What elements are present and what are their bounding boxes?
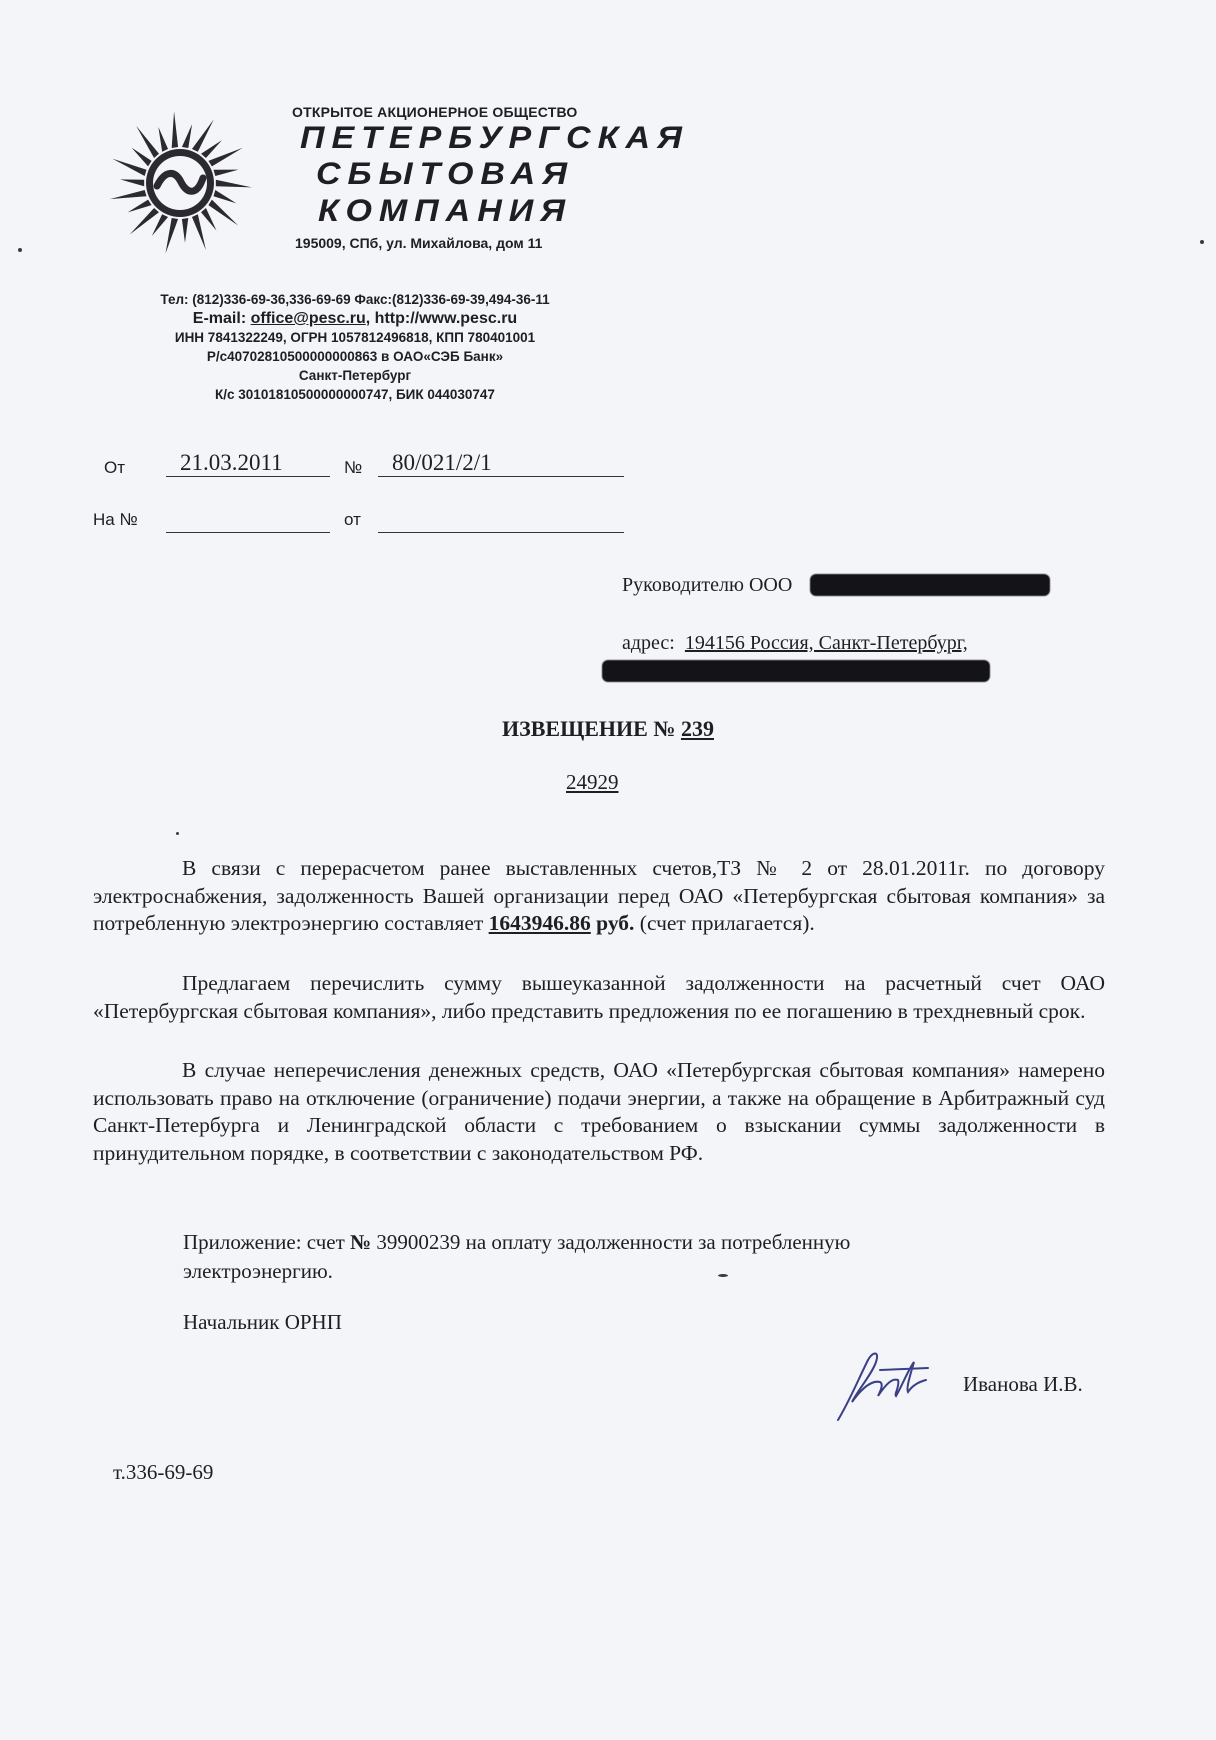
attachment-prefix: Приложение: счет <box>183 1230 351 1254</box>
scan-speck <box>718 1274 728 1277</box>
corr-account-line: К/с 30101810500000000747, БИК 044030747 <box>215 387 495 402</box>
attachment-note <box>183 1228 1003 1286</box>
reply-from-label: от <box>344 510 361 529</box>
p1-start: В связи с перерасчетом ранее выставленных счетов,ТЗ № 2 от 28.01.2011г. по договору электроснабжения, задолженность Вашей организации перед ОАО «Петербургская сбытовая компания» за потребленную электроэнергию составляет <box>93 856 1105 935</box>
address-label: адрес: <box>622 632 675 654</box>
logo-ray <box>182 124 192 148</box>
logo-ray <box>152 214 168 236</box>
body-paragraph-2 <box>93 970 1105 1025</box>
city-line: Санкт-Петербург <box>298 368 412 383</box>
logo-ray <box>110 190 147 199</box>
debt-amount <box>489 911 635 935</box>
notice-title <box>0 716 1216 742</box>
logo-ray <box>208 200 238 226</box>
org-name-line2: СБЫТОВАЯ <box>316 156 574 192</box>
p3-text: В случае неперечисления денежных средств, ОАО «Петербургская сбытовая компания» намерено использовать право на отключение (ограничение) подачи энергии, а также на обращение в Арбитражный суд Санкт-Петербурга и Ленинградской области с требованием о взыскании суммы задолженности в принудительном порядке, в соответствии с законодательством РФ. <box>93 1058 1105 1165</box>
org-name-line3: КОМПАНИЯ <box>317 193 573 229</box>
logo-ray <box>208 148 242 167</box>
reply-number-field <box>166 508 330 533</box>
account-line: Р/с40702810500000000863 в ОАО«СЭБ Банк» <box>206 349 504 364</box>
logo-ray <box>192 119 214 151</box>
logo-ray <box>213 190 236 203</box>
attachment-text: 39900239 на оплату задолженности за потребленную электроэнергию. <box>183 1230 851 1283</box>
recipient-address <box>622 632 968 655</box>
reply-date-field <box>378 508 624 533</box>
notice-title-text: ИЗВЕЩЕНИЕ № <box>502 716 681 741</box>
logo-ray <box>128 200 152 213</box>
requisites-block <box>110 290 600 404</box>
scan-speck <box>176 832 179 835</box>
logo-ray <box>192 214 206 250</box>
amount-currency: руб. <box>590 911 635 935</box>
notice-code: 24929 <box>566 770 619 794</box>
org-address: 195009, СПб, ул. Михайлова, дом 11 <box>295 235 543 251</box>
amount-value: 1643946.86 <box>488 911 591 935</box>
sun-wave-logo-icon <box>105 108 255 258</box>
recipient-to: Руководителю ООО <box>622 574 793 596</box>
attachment-number-sign: № <box>350 1230 372 1254</box>
logo-ray <box>112 159 146 176</box>
website-link[interactable]: , http://www.pesc.ru <box>365 310 518 327</box>
logo-ray <box>165 218 178 253</box>
phones-line: Тел: (812)336-69-36,336-69-69 Факс:(812)336-69-39,494-36-11 <box>160 292 550 307</box>
logo-ray <box>213 170 238 176</box>
logo-ray <box>120 179 144 186</box>
logo-ray <box>201 140 222 158</box>
from-date-field: 21.03.2011 <box>166 452 330 477</box>
number-field: 80/021/2/1 <box>378 452 624 477</box>
org-name-line1: ПЕТЕРБУРГСКАЯ <box>300 120 689 156</box>
number-label: № <box>344 458 363 477</box>
notice-number: 239 <box>680 716 714 741</box>
body-paragraph-1 <box>93 855 1105 938</box>
signer-name: Иванова И.В. <box>963 1372 1083 1396</box>
org-type: ОТКРЫТОЕ АКЦИОНЕРНОЕ ОБЩЕСТВО <box>292 104 578 120</box>
logo-ray <box>182 218 188 243</box>
p1-end: (счет прилагается). <box>634 911 815 935</box>
email-line <box>110 309 600 328</box>
signer-title: Начальник ОРНП <box>183 1310 342 1334</box>
redaction-address <box>602 660 990 682</box>
address-value: 194156 Россия, Санкт-Петербург, <box>684 632 968 654</box>
logo-ray <box>216 180 252 188</box>
footer-phone: т.336-69-69 <box>113 1460 214 1484</box>
logo-ray <box>132 148 152 167</box>
reply-number-label: На № <box>93 510 138 529</box>
email-link[interactable]: office@pesc.ru <box>250 310 366 327</box>
scan-speck <box>18 248 22 252</box>
redaction-company <box>810 574 1050 596</box>
logo-ray <box>158 127 168 152</box>
logo-ray <box>172 111 178 148</box>
inn-line: ИНН 7841322249, ОГРН 1057812496818, КПП 780401001 <box>174 330 536 345</box>
body-paragraph-3 <box>93 1057 1105 1167</box>
logo-ray <box>201 208 216 231</box>
p2-text: Предлагаем перечислить сумму вышеуказанной задолженности на расчетный счет ОАО «Петербургская сбытовая компания», либо представить предложения по ее погашению в трехдневный срок. <box>93 971 1105 1023</box>
email-prefix: E-mail: <box>192 310 251 327</box>
handwritten-signature <box>828 1340 948 1430</box>
from-label: От <box>104 458 126 477</box>
scan-speck <box>1200 240 1204 244</box>
